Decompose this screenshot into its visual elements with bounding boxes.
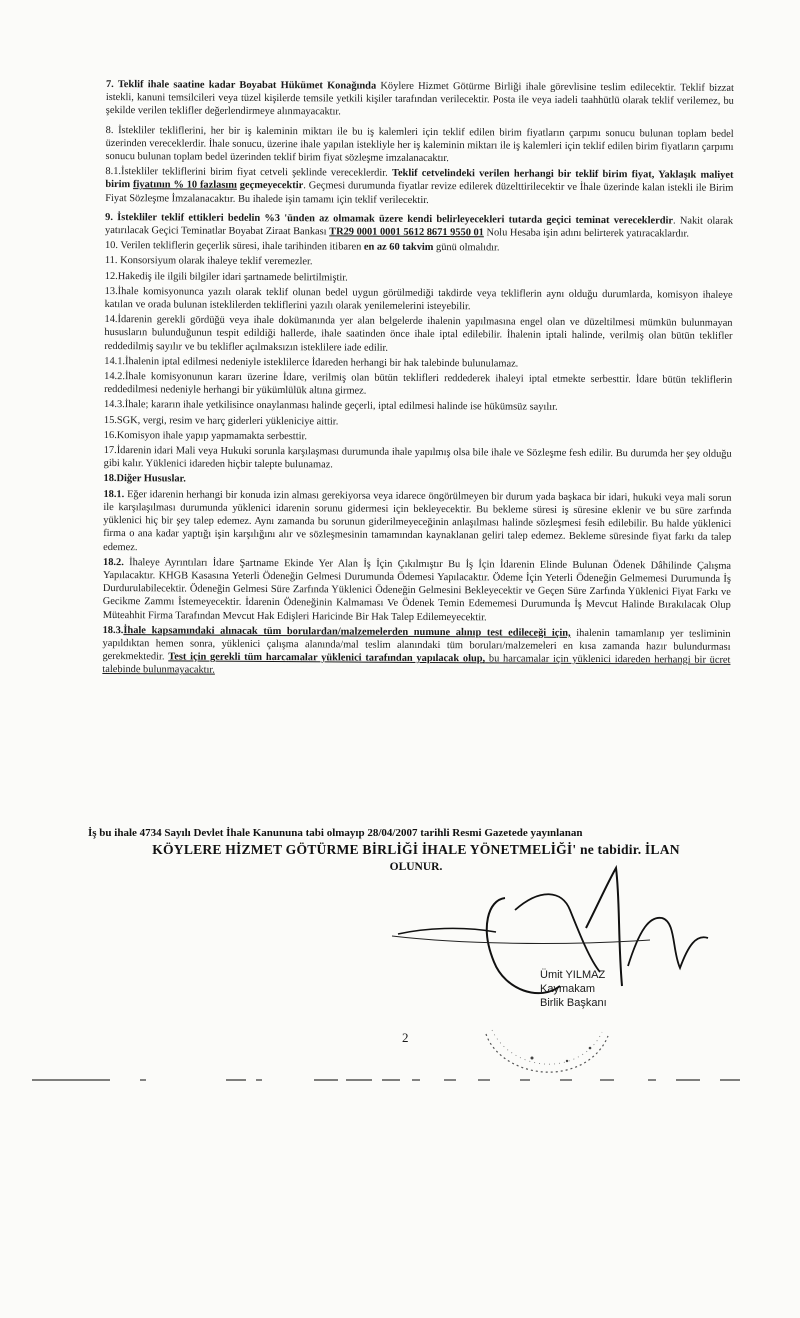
paragraph-text: Köylere Hizmet Götürme Birliği ihale görevlisine teslim edilecektir. Teklif bizzat istekli, kanuni temsilcileri veya tüzel kişilerde temsile yetkili kişiler tarafından verilecektir. Posta ile veya iadeli taahhütlü olarak teklif verilemez, bu şekilde verilen teklifler değerlendirmeye alınmayacaktır. bbox=[105, 80, 734, 118]
paragraph-text: 18.1. bbox=[103, 488, 125, 500]
signer-role: Birlik Başkanı bbox=[540, 997, 607, 1009]
paragraph-p16 bbox=[104, 429, 732, 446]
paragraph-text: 14.3.İhale; kararın ihale yetkilisince onaylanması halinde geçerli, iptal edilmesi halinde ise hükümsüz sayılır. bbox=[103, 399, 558, 414]
paragraph-text: 18.2. bbox=[103, 556, 124, 568]
paragraph-p15 bbox=[104, 414, 732, 431]
paragraph-text: 13.İhale komisyonunca yazılı olarak teklif olunan bedel uygun görülmediği takdirde veya tekliflerin aynı olduğu durumlarda, komisyon ihaleye katılan ve orada bulunan isteklilerden tekliflerini yazılı olarak yenilemelerini isteyebilir. bbox=[104, 285, 733, 313]
paragraph-p10 bbox=[105, 239, 733, 256]
paragraph-p18-2 bbox=[103, 556, 731, 626]
paragraph-text: 16.Komisyon ihale yapıp yapmamakta serbesttir. bbox=[103, 429, 308, 443]
paragraph-p14-3 bbox=[104, 398, 732, 415]
paragraph-text: fiyatının % 10 fazlasını bbox=[133, 179, 237, 192]
page-number: 2 bbox=[402, 1030, 409, 1045]
paragraph-p8 bbox=[105, 124, 733, 167]
legal-notice-line-3: OLUNUR. bbox=[389, 861, 443, 873]
paragraph-text: 14.İdarenin gerekli gördüğü veya ihale dokümanında yer alan belgelerde ihalenin yapılmasına engel olan ve düzeltilmesi mümkün bulunmayan hususların bulunduğunun tespit edildiği hallerde, ihale saatinden önce ihale iptal edilebilir. İhalenin iptali halinde, verilmiş olan bütün teklifler reddedilmiş sayılır ve bu teklifler açılmaksızın isteklilere iade edilir. bbox=[104, 314, 733, 354]
paragraph-text: İhale kapsamındaki alınacak tüm borulardan/malzemelerden numune alınıp test edileceği için, bbox=[123, 624, 571, 639]
paragraph-text: ihalenin tamamlanıp yer tesliminin yapıldıktan hemen sonra, yüklenici çalışma alanında/mal teslim alanındaki tüm boruları/malzemeleri en kısa zamanda hazır bulundurması gerekmektedir. bbox=[102, 627, 731, 663]
paragraph-p14-2 bbox=[104, 370, 732, 400]
footer-rule bbox=[0, 1076, 800, 1086]
paragraph-p17 bbox=[104, 444, 732, 474]
signer-title: Kaymakam bbox=[540, 983, 596, 995]
paragraph-text: Nolu Hesaba işin adını belirterek yatıracaklardır. bbox=[483, 227, 690, 240]
paragraph-text: . Nakit olarak yatırılacak Geçici Teminatlar Boyabat Ziraat Bankası bbox=[105, 215, 734, 238]
paragraph-p14-1 bbox=[104, 355, 732, 372]
legal-notice-line-1: İş bu ihale 4734 Sayılı Devlet İhale Kanununa tabi olmayıp 28/04/2007 tarihli Resmi Gazetede yayınlanan bbox=[88, 827, 583, 839]
paragraph-p8-1 bbox=[105, 165, 733, 208]
paragraph-text: TR29 0001 0001 5612 8671 9550 01 bbox=[329, 226, 484, 239]
paragraph-text: Teklif cetvelindeki verilen herhangi bir teklif birim fiyat, Yaklaşık maliyet birim bbox=[105, 167, 734, 191]
paragraph-p18-3 bbox=[102, 624, 730, 681]
legal-notice-line-2: KÖYLERE HİZMET GÖTÜRME BİRLİĞİ İHALE YÖNETMELİĞİ' ne tabidir. İLAN bbox=[152, 842, 680, 857]
paragraph-text: 8. İstekliler tekliflerini, her bir iş kaleminin miktarı ile bu iş kalemleri için teklif edilen birim fiyatların çarpımı sonucu bulunan toplam bedel üzerinden vereceklerdir. İhale sonucu, üzerine ihale yapılan istekliyle her iş kaleminin miktarı ile iş kalemleri için teklif edilen birim fiyatların çarpımı sonucu bulunan toplam bedel üzerinden teklif birim fiyat sözleşme imzalanacaktır. bbox=[105, 124, 734, 165]
paragraph-p14 bbox=[104, 313, 732, 356]
paragraph-text: bu harcamalar için yüklenici idareden herhangi bir ücret talebinde bulunmayacaktır. bbox=[102, 653, 731, 677]
signer-block bbox=[540, 968, 607, 1010]
paragraph-text: 10. Verilen tekliflerin geçerlik süresi, ihale tarihinden itibaren bbox=[104, 240, 364, 253]
paragraph-text: 17.İdarenin idari Mali veya Hukuki sorunla karşılaşması durumunda ihale yapılmış olsa bile ihale ve Sözleşme fesh edilir. Bu durumda her şey olduğu gibi kalır. Yüklenici idareden hiçbir talepte bulunamaz. bbox=[103, 445, 732, 471]
document-body bbox=[102, 78, 734, 682]
paragraph-p12 bbox=[105, 270, 733, 287]
paragraph-text: günü olmalıdır. bbox=[433, 242, 500, 254]
paragraph-p9 bbox=[105, 211, 733, 241]
paragraph-text: 15.SGK, vergi, resim ve harç giderleri yükleniciye aittir. bbox=[103, 414, 339, 428]
paragraph-text: 7. Teklif ihale saatine kadar Boyabat Hükümet Konağında bbox=[105, 78, 377, 92]
paragraph-text: 18.3. bbox=[102, 624, 124, 636]
paragraph-text: 14.2.İhale komisyonunun kararı üzerine İdare, verilmiş olan bütün teklifleri reddederek ihaleyi iptal etmekte serbesttir. İdare bütün tekliflerin reddedilmesi nedeniyle herhangi bir yükümlülük altına girmez. bbox=[104, 371, 733, 397]
paragraph-p18-1 bbox=[103, 488, 731, 558]
paragraph-text: geçmeyecektir bbox=[236, 180, 304, 192]
paragraph-p7 bbox=[106, 78, 734, 121]
paragraph-p13 bbox=[105, 285, 733, 315]
paragraph-p18 bbox=[104, 472, 732, 489]
paragraph-text: Eğer idarenin herhangi bir konuda izin alması gerekiyorsa veya idarece öngörülmeyen bir durum yada başkaca bir idari, hukuki veya mali sorun ile karşılaşılması durumunda yüklenici idarenin sorunu gidermesi için bekleyecektir. Bu bekleme süresi iş süresine eklenir ve bu süre zarfında yüklenici hiç bir şey talep edemez. Aynı zamanda bu sorunun giderilmeyeceğinin anlaşılması halinde sözleşmesi fesih edilebilir. Bu halde yüklenici firma o ana kadar yaptığı işin karşılığını alır ve sözleşmesinin tamamından kaynaklanan geliri talep edemez. Bekleme süresinde fiyat farkı da talep edemez. bbox=[103, 488, 732, 553]
paragraph-text: İhaleye Ayrıntıları İdare Şartname Ekinde Yer Alan İş İçin Çıkılmıştır Bu İş İçin İdarenin Elinde Bulunan Ödenek Dâhilinde Çalışma Yapılacaktır. KHGB Kasasına Yeterli Ödeneğin Gelmesi Durumunda Ödemesi Yapılacaktır. Ödeme İçin Yeterli Ödeneğin Gelmemesi Durumunda İş Durdurulabilecektir. Ödeneğin Gelmesi Süre Zarfında Yüklenici Ödeneğin Gelmesini Bekleyecektir ve Geçen Süre Zarfında Yüklenici Fiyat Farkı ve Gecikme Zammı İstemeyecektir. İdarenin Ödeneğinin Kalmaması Ve Ödenek Temin Edememesi Durumunda İş Mevcut Halinde Bırakılacak Olup Müteahhit Firma Tarafından Mevcut Hak Edişleri Haricinde Bir Hak Talep Edilemeyecektir. bbox=[102, 556, 732, 623]
paragraph-text: en az 60 takvim bbox=[363, 241, 434, 254]
paragraph-text: . Geçmesi durumunda fiyatlar revize edilerek düzelttirilecektir ve İhale üzerinde kalan istekli ile Birim Fiyat Sözleşme İmzalanacaktır. Bu ihalede işin tamamı için teklif verilecektir. bbox=[105, 180, 734, 206]
paragraph-text: 18.Diğer Hususlar. bbox=[103, 473, 186, 485]
paragraph-text: 14.1.İhalenin iptal edilmesi nedeniyle isteklilerce İdareden herhangi bir hak talebinde bulunulamaz. bbox=[104, 355, 519, 370]
paragraph-text: 12.Hakediş ile ilgili bilgiler idari şartnamede belirtilmiştir. bbox=[104, 270, 348, 284]
legal-notice bbox=[86, 826, 746, 875]
paragraph-p11 bbox=[105, 254, 733, 271]
paragraph-text: Test için gerekli tüm harcamalar yüklenici tarafından yapılacak olup, bbox=[168, 651, 486, 665]
paragraph-text: 9. İstekliler teklif ettikleri bedelin %3 'ünden az olmamak üzere kendi belirleyecekleri tutarda geçici teminat vereceklerdir bbox=[105, 211, 674, 227]
signer-name: Ümit YILMAZ bbox=[540, 969, 606, 981]
paragraph-text: 11. Konsorsiyum olarak ihaleye teklif veremezler. bbox=[104, 255, 313, 268]
paragraph-text: 8.1.İstekliler tekliflerini birim fiyat cetveli şeklinde vereceklerdir. bbox=[105, 166, 393, 179]
